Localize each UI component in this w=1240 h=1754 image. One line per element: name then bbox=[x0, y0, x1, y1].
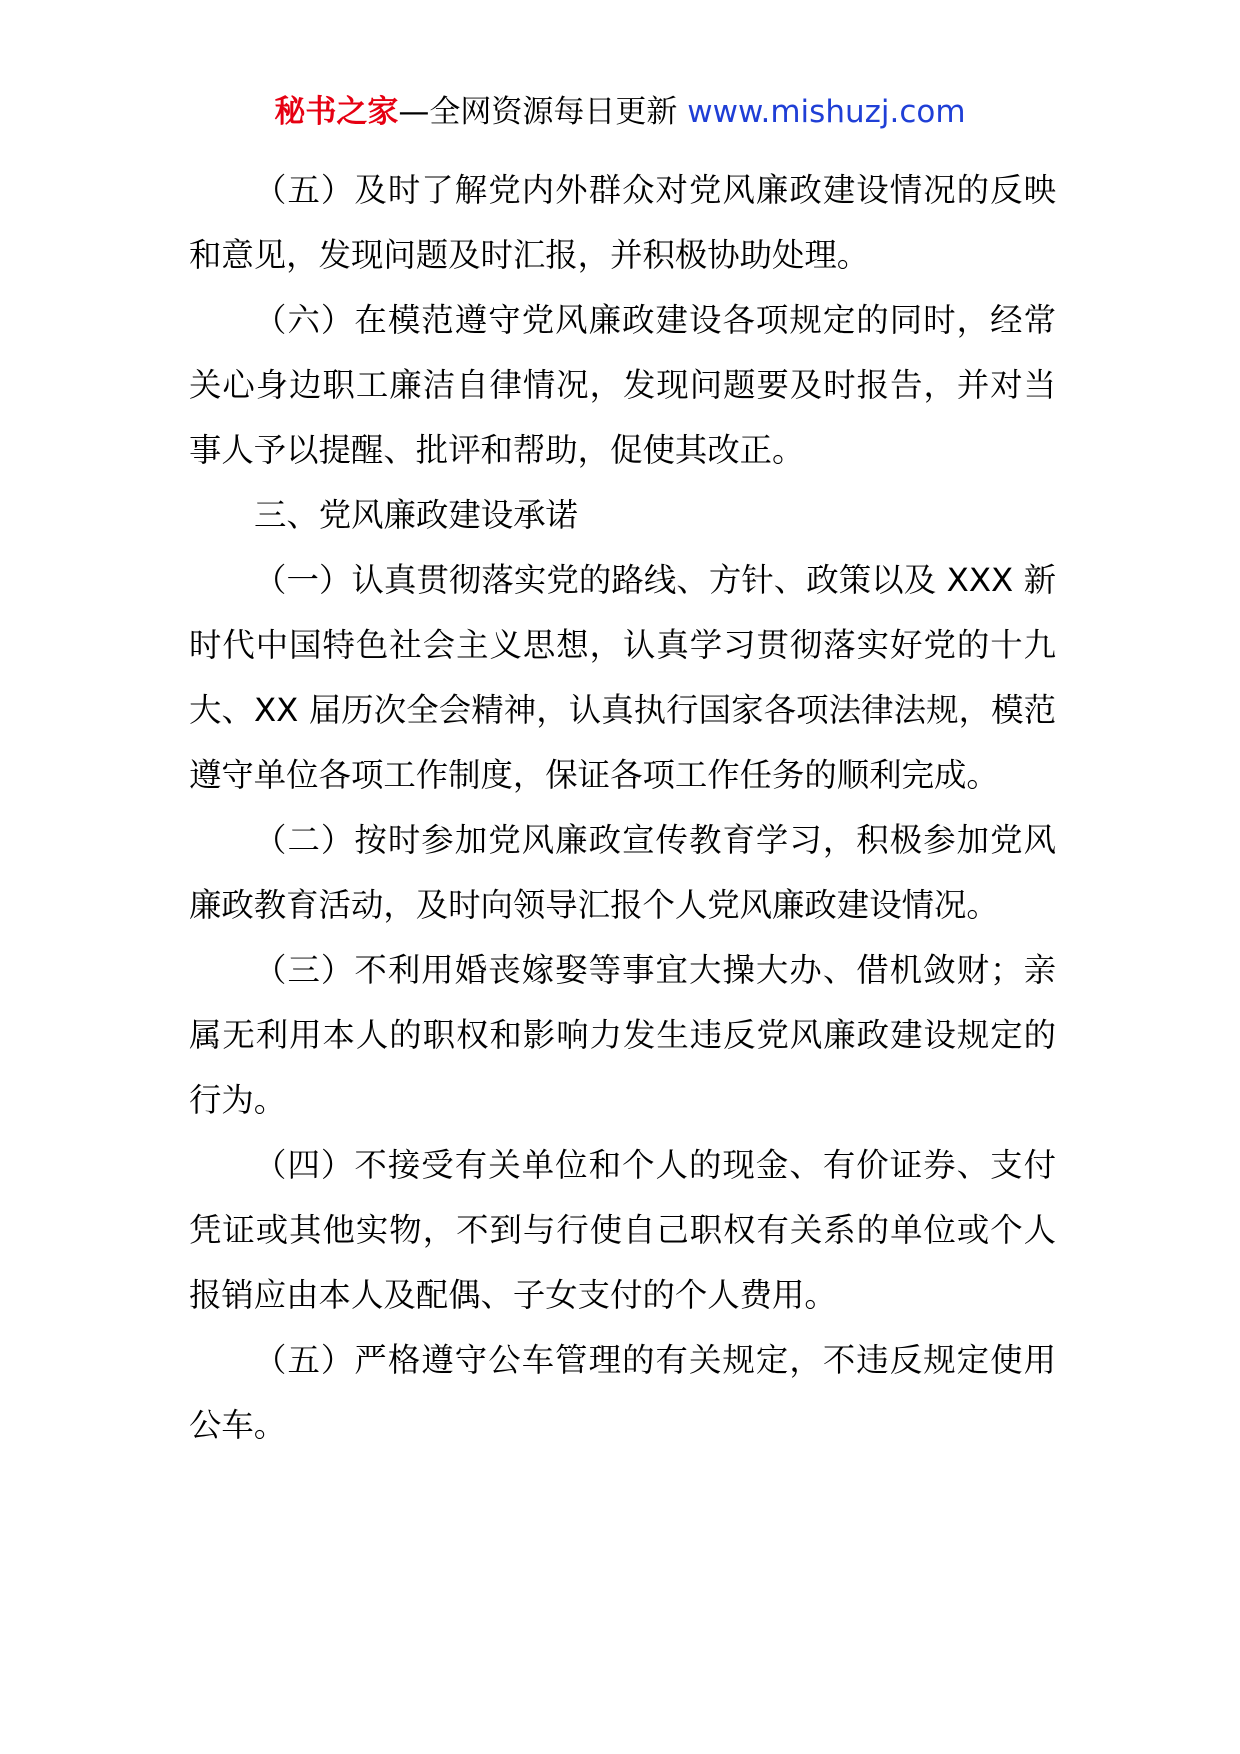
commitment-3: （三）不利用婚丧嫁娶等事宜大操大办、借机敛财；亲属无利用本人的职权和影响力发生违反党风廉政建设规定的行为。 bbox=[189, 951, 1056, 1119]
document-header bbox=[0, 92, 1240, 132]
commitment-2: （二）按时参加党风廉政宣传教育学习，积极参加党风廉政教育活动，及时向领导汇报个人党风廉政建设情况。 bbox=[189, 821, 1056, 924]
paragraph-item-6: （六）在模范遵守党风廉政建设各项规定的同时，经常关心身边职工廉洁自律情况，发现问题要及时报告，并对当事人予以提醒、批评和帮助，促使其改正。 bbox=[189, 301, 1056, 469]
commitment-5: （五）严格遵守公车管理的有关规定，不违反规定使用公车。 bbox=[189, 1341, 1056, 1444]
section-heading: 三、党风廉政建设承诺 bbox=[254, 496, 578, 534]
paragraph-item-5: （五）及时了解党内外群众对党风廉政建设情况的反映和意见，发现问题及时汇报，并积极协助处理。 bbox=[189, 171, 1056, 274]
commitment-1: （一）认真贯彻落实党的路线、方针、政策以及 XXX 新时代中国特色社会主义思想，认真学习贯彻落实好党的十九大、XX 届历次全会精神，认真执行国家各项法律法规，模范遵守单位各项工作制度，保证各项工作任务的顺利完成。 bbox=[189, 561, 1056, 794]
site-brand: 秘书之家 bbox=[274, 94, 399, 130]
commitment-4: （四）不接受有关单位和个人的现金、有价证券、支付凭证或其他实物，不到与行使自己职权有关系的单位或个人报销应由本人及配偶、子女支付的个人费用。 bbox=[189, 1146, 1056, 1314]
site-url: www.mishuzj.com bbox=[687, 94, 966, 130]
document-body bbox=[189, 158, 1056, 1458]
site-tagline: —全网资源每日更新 bbox=[398, 94, 688, 130]
